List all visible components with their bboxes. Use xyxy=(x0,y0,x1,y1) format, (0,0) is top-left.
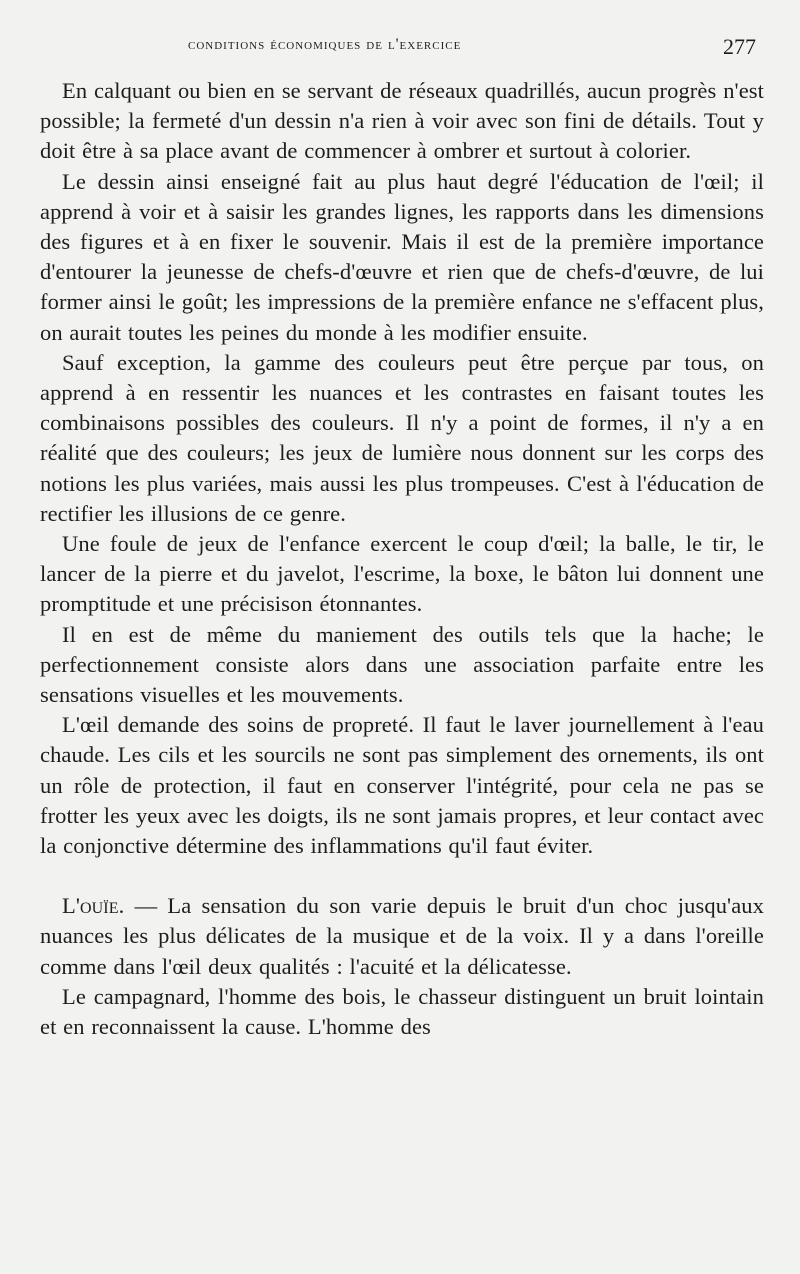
paragraph: Le dessin ainsi enseigné fait au plus haut degré l'éducation de l'œil; il apprend à voir et à saisir les grandes lignes, les rapports dans les dimensions des figures et à en fixer le souvenir. Mais il est de la première importance d'entourer la jeunesse de chefs-d'œuvre et rien que de chefs-d'œuvre, de lui former ainsi le goût; les impressions de la première enfance ne s'effacent plus, on aurait toutes les peines du monde à les modifier ensuite. xyxy=(40,168,764,345)
paragraph: En calquant ou bien en se servant de réseaux quadrillés, aucun progrès n'est possible; la fermeté d'un dessin n'a rien à voir avec son fini de détails. Tout y doit être à sa place avant de commencer à ombrer et surtout à colorier. xyxy=(40,78,764,164)
running-header xyxy=(40,36,764,64)
section-paragraph xyxy=(40,891,764,982)
paragraph: Sauf exception, la gamme des couleurs peut être perçue par tous, on apprend à en ressentir les nuances et les contrastes en faisant toutes les combinaisons possibles des couleurs. Il n'y a point de formes, il n'y a en réalité que des couleurs; les jeux de lumière nous donnent sur les corps des notions les plus variées, mais aussi les plus trompeuses. C'est à l'éducation de rectifier les illusions de ce genre. xyxy=(40,349,764,526)
section-text: — La sensation du son varie depuis le bruit d'un choc jusqu'aux nuances les plus délicates de la musique et de la voix. Il y a dans l'oreille comme dans l'œil deux qualités : l'acuité et la délicatesse. xyxy=(40,893,764,979)
paragraph: Le campagnard, l'homme des bois, le chasseur distinguent un bruit lointain et en reconnaissent la cause. L'homme des xyxy=(40,983,764,1040)
paragraph: L'œil demande des soins de propreté. Il faut le laver journellement à l'eau chaude. Les cils et les sourcils ne sont pas simplement des ornements, ils ont un rôle de protection, il faut en conserver l'intégrité, pour cela ne pas se frotter les yeux avec les doigts, ils ne sont jamais propres, et leur contact avec la conjonctive détermine des inflammations qu'il faut éviter. xyxy=(40,712,764,859)
paragraph: Une foule de jeux de l'enfance exercent le coup d'œil; la balle, le tir, le lancer de la pierre et du javelot, l'escrime, la boxe, le bâton lui donnent une promptitude et une précisison étonnantes. xyxy=(40,531,764,617)
running-title: conditions économiques de l'exercice xyxy=(188,36,462,53)
body-text xyxy=(40,76,764,1042)
section-label: L'ouïe. xyxy=(62,893,125,919)
page-number: 277 xyxy=(723,34,756,59)
paragraph: Il en est de même du maniement des outils tels que la hache; le perfectionnement consiste alors dans une association parfaite entre les sensations visuelles et les mouvements. xyxy=(40,621,764,708)
